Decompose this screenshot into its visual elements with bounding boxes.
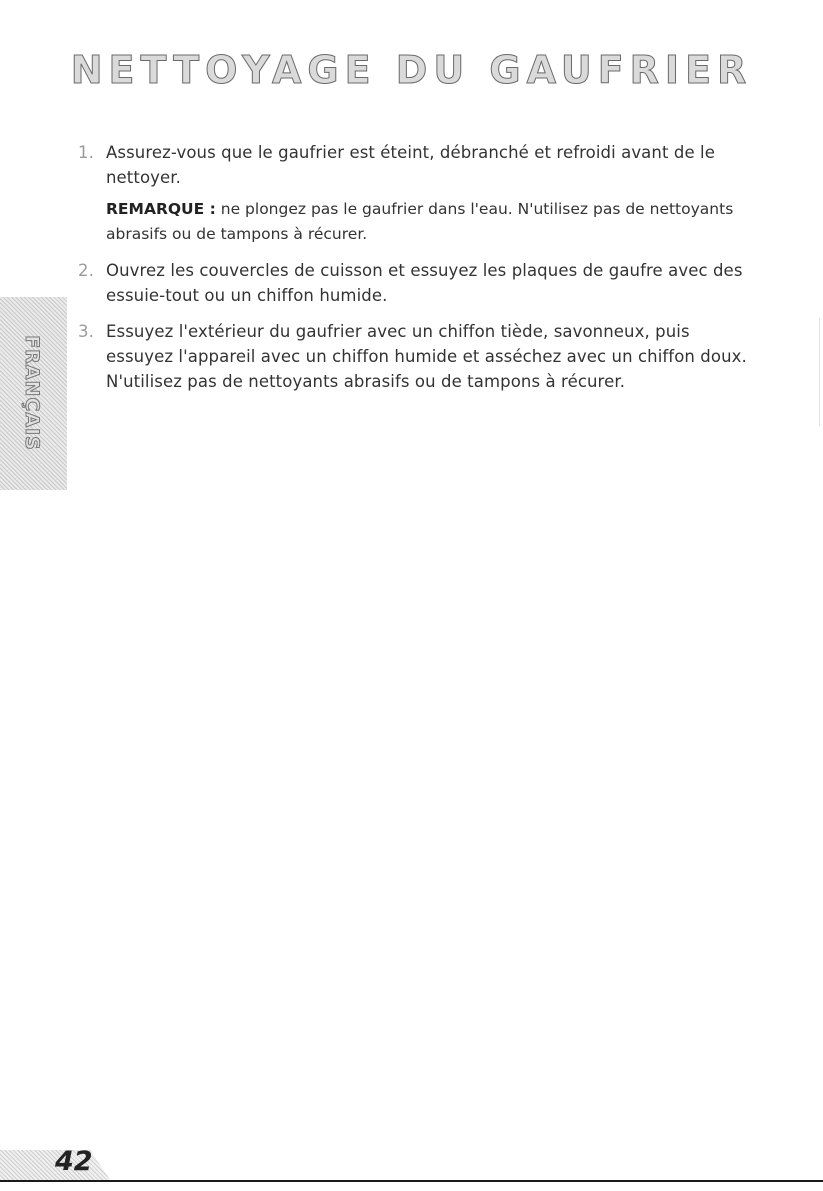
instructions [78,140,758,405]
edge-mark [819,318,820,426]
language-tab-label: FRANÇAIS [21,335,43,451]
language-tab [0,297,67,490]
note [78,197,758,247]
bottom-rule [0,1180,823,1182]
step-3-number: 3. [78,322,94,341]
step-3 [78,319,758,394]
page-number: 42 [55,1146,93,1177]
step-1-text: Assurez-vous que le gaufrier est éteint, débranché et refroidi avant de le nettoyer. [106,143,715,187]
step-2-number: 2. [78,261,94,280]
step-3-text: Essuyez l'extérieur du gaufrier avec un chiffon tiède, savonneux, puis essuyez l'appareil avec un chiffon humide et asséchez avec un chiffon doux. N'utilisez pas de nettoyants abrasifs ou de tampons à récurer. [106,322,747,391]
note-label: REMARQUE : [106,200,216,218]
step-2 [78,258,758,308]
step-1-number: 1. [78,143,94,162]
step-2-text: Ouvrez les couvercles de cuisson et essuyez les plaques de gaufre avec des essuie-tout ou un chiffon humide. [106,261,743,305]
step-1 [78,140,758,190]
page-title: NETTOYAGE DU GAUFRIER [70,48,753,92]
note-text: ne plongez pas le gaufrier dans l'eau. N'utilisez pas de nettoyants abrasifs ou de tampons à récurer. [106,200,734,243]
